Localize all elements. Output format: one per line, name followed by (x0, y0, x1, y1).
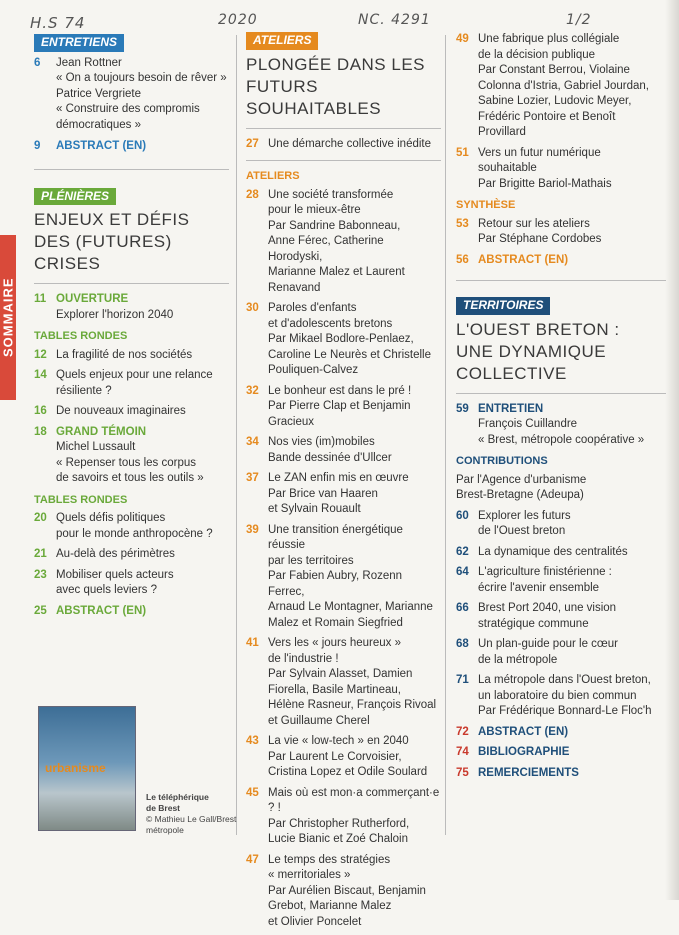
toc-entry[interactable]: 49 Une fabrique plus collégiale de la décision publique Par Constant Berrou, Violaine Colonna d'Istria, Gabriel Jourdan, Sabine Lozier, Ludovic Meyer, Frédéric Pontoire et Benoît Provillard (456, 33, 649, 138)
toc-entry[interactable]: 11 OUVERTURE Explorer l'horizon 2040 (34, 293, 174, 321)
toc-entry[interactable]: 16 De nouveaux imaginaires (34, 405, 186, 417)
toc-entry[interactable]: 23 Mobiliser quels acteurs avec quels leviers ? (34, 568, 174, 596)
section-title: ENJEUX ET DÉFIS DES (FUTURES) CRISES (34, 210, 190, 273)
handwritten-year: 2020 (218, 12, 258, 28)
toc-entry[interactable]: 6 Jean Rottner « On a toujours besoin de rêver » Patrice Vergriete « Construire des compromis démocratiques » (34, 56, 227, 131)
column-divider (236, 35, 237, 835)
handwritten-ref: NC. 4291 (358, 12, 431, 28)
column-1 (34, 34, 229, 624)
toc-entry[interactable]: 27 Une démarche collective inédite (246, 137, 432, 150)
subheading: SYNTHÈSE (456, 199, 516, 211)
toc-entry[interactable]: 66 Brest Port 2040, une vision stratégique commune (456, 602, 617, 630)
magazine-cover-image (38, 706, 136, 831)
toc-entry[interactable]: 71 La métropole dans l'Ouest breton, un laboratoire du bien commun Par Frédérique Bonnard-Le Floc'h (456, 674, 652, 717)
toc-entry[interactable]: 39 Une transition énergétique réussie par les territoires Par Fabien Aubry, Rozenn Ferrec, Arnaud Le Montagner, Marianne Malez et Romain Siegfried (246, 523, 433, 629)
contributions-author: Par l'Agence d'urbanisme Brest-Bretagne (Adeupa) (456, 473, 587, 501)
toc-entry[interactable]: 20 Quels défis politiques pour le monde anthropocène ? (34, 512, 213, 540)
subheading: TABLES RONDES (34, 330, 128, 342)
toc-entry[interactable]: 32 Le bonheur est dans le pré ! Par Pierre Clap et Benjamin Gracieux (246, 384, 412, 428)
toc-entry[interactable]: 64 L'agriculture finistérienne : écrire l'avenir ensemble (456, 566, 612, 594)
section-badge-entretiens: ENTRETIENS (34, 34, 124, 52)
toc-entry[interactable]: 72 ABSTRACT (EN) (456, 725, 569, 738)
toc-entry[interactable]: 74 BIBLIOGRAPHIE (456, 746, 570, 758)
toc-entry[interactable]: 37 Le ZAN enfin mis en œuvre Par Brice van Haaren et Sylvain Rouault (246, 472, 409, 515)
toc-entry[interactable]: 56 ABSTRACT (EN) (456, 253, 569, 266)
section-title: PLONGÉE DANS LES FUTURS SOUHAITABLES (246, 54, 426, 118)
section-badge-ateliers: ATELIERS (246, 32, 318, 50)
cover-caption: Le téléphérique de Brest © Mathieu Le Gall/Brest métropole (146, 792, 237, 835)
toc-entry[interactable]: 34 Nos vies (im)mobiles Bande dessinée d'Ullcer (246, 436, 392, 464)
sommaire-tab: SOMMAIRE (0, 235, 16, 400)
subheading: TABLES RONDES (34, 493, 128, 506)
toc-entry[interactable]: 51 Vers un futur numérique souhaitable Par Brigitte Bariol-Mathais (456, 146, 612, 190)
section-badge-territoires: TERRITOIRES (456, 297, 550, 315)
toc-entry[interactable]: 25 ABSTRACT (EN) (34, 604, 147, 617)
toc-entry[interactable]: 43 La vie « low-tech » en 2040 Par Laurent Le Corvoisier, Cristina Lopez et Odile Soulard (246, 735, 428, 778)
handwritten-code: H.S 74 (30, 14, 86, 32)
section-title: L'OUEST BRETON : UNE DYNAMIQUE COLLECTIVE (456, 319, 620, 383)
handwritten-page: 1/2 (566, 12, 592, 28)
page-edge (665, 0, 679, 900)
toc-entry[interactable]: 59 ENTRETIEN François Cuillandre « Brest, métropole coopérative » (456, 402, 645, 446)
column-2 (246, 32, 441, 935)
column-3 (456, 32, 666, 786)
toc-entry[interactable]: 30 Paroles d'enfants et d'adolescents bretons Par Mikael Bodlore-Penlaez, Caroline Le Neurès et Christelle Pouliquen-Calvez (246, 302, 431, 376)
toc-entry[interactable]: 12 La fragilité de nos sociétés (34, 348, 193, 361)
toc-entry[interactable]: 41 Vers les « jours heureux » de l'industrie ! Par Sylvain Alasset, Damien Fiorella, Basile Martineau, Hélène Rasneur, François Rivoal et Guillaume Cherel (246, 637, 437, 727)
toc-entry[interactable]: 14 Quels enjeux pour une relance résiliente ? (34, 369, 213, 397)
toc-entry[interactable]: 53 Retour sur les ateliers Par Stéphane Cordobes (456, 217, 602, 245)
toc-entry[interactable]: 21 Au-delà des périmètres (34, 548, 175, 560)
toc-entry[interactable]: 68 Un plan-guide pour le cœur de la métropole (456, 638, 618, 666)
subheading: CONTRIBUTIONS (456, 455, 548, 467)
column-divider (445, 35, 446, 835)
toc-entry[interactable]: 18 GRAND TÉMOIN Michel Lussault « Repenser tous les corpus de savoirs et tous les outils » (34, 425, 204, 484)
toc-entry[interactable]: 9 ABSTRACT (EN) (34, 140, 147, 152)
section-badge-plenieres: PLÉNIÈRES (34, 188, 116, 206)
toc-entry[interactable]: 75 REMERCIEMENTS (456, 766, 579, 779)
toc-entry[interactable]: 60 Explorer les futurs de l'Ouest breton (456, 509, 571, 537)
toc-entry[interactable]: 45 Mais où est mon·a commerçant·e ? ! Par Christopher Rutherford, Lucie Bianic et Zoé Chaloin (246, 786, 440, 845)
toc-entry[interactable]: 28 Une société transformée pour le mieux-être Par Sandrine Babonneau, Anne Férec, Catherine Horodyski, Marianne Malez et Laurent Renavand (246, 188, 405, 294)
subheading: ATELIERS (246, 170, 300, 182)
toc-entry[interactable]: 62 La dynamique des centralités (456, 545, 628, 558)
toc-entry[interactable]: 47 Le temps des stratégies « merritoriales » Par Aurélien Biscaut, Benjamin Grebot, Marianne Malez et Olivier Poncelet (246, 853, 426, 928)
cover-title: urbanisme (45, 761, 106, 775)
